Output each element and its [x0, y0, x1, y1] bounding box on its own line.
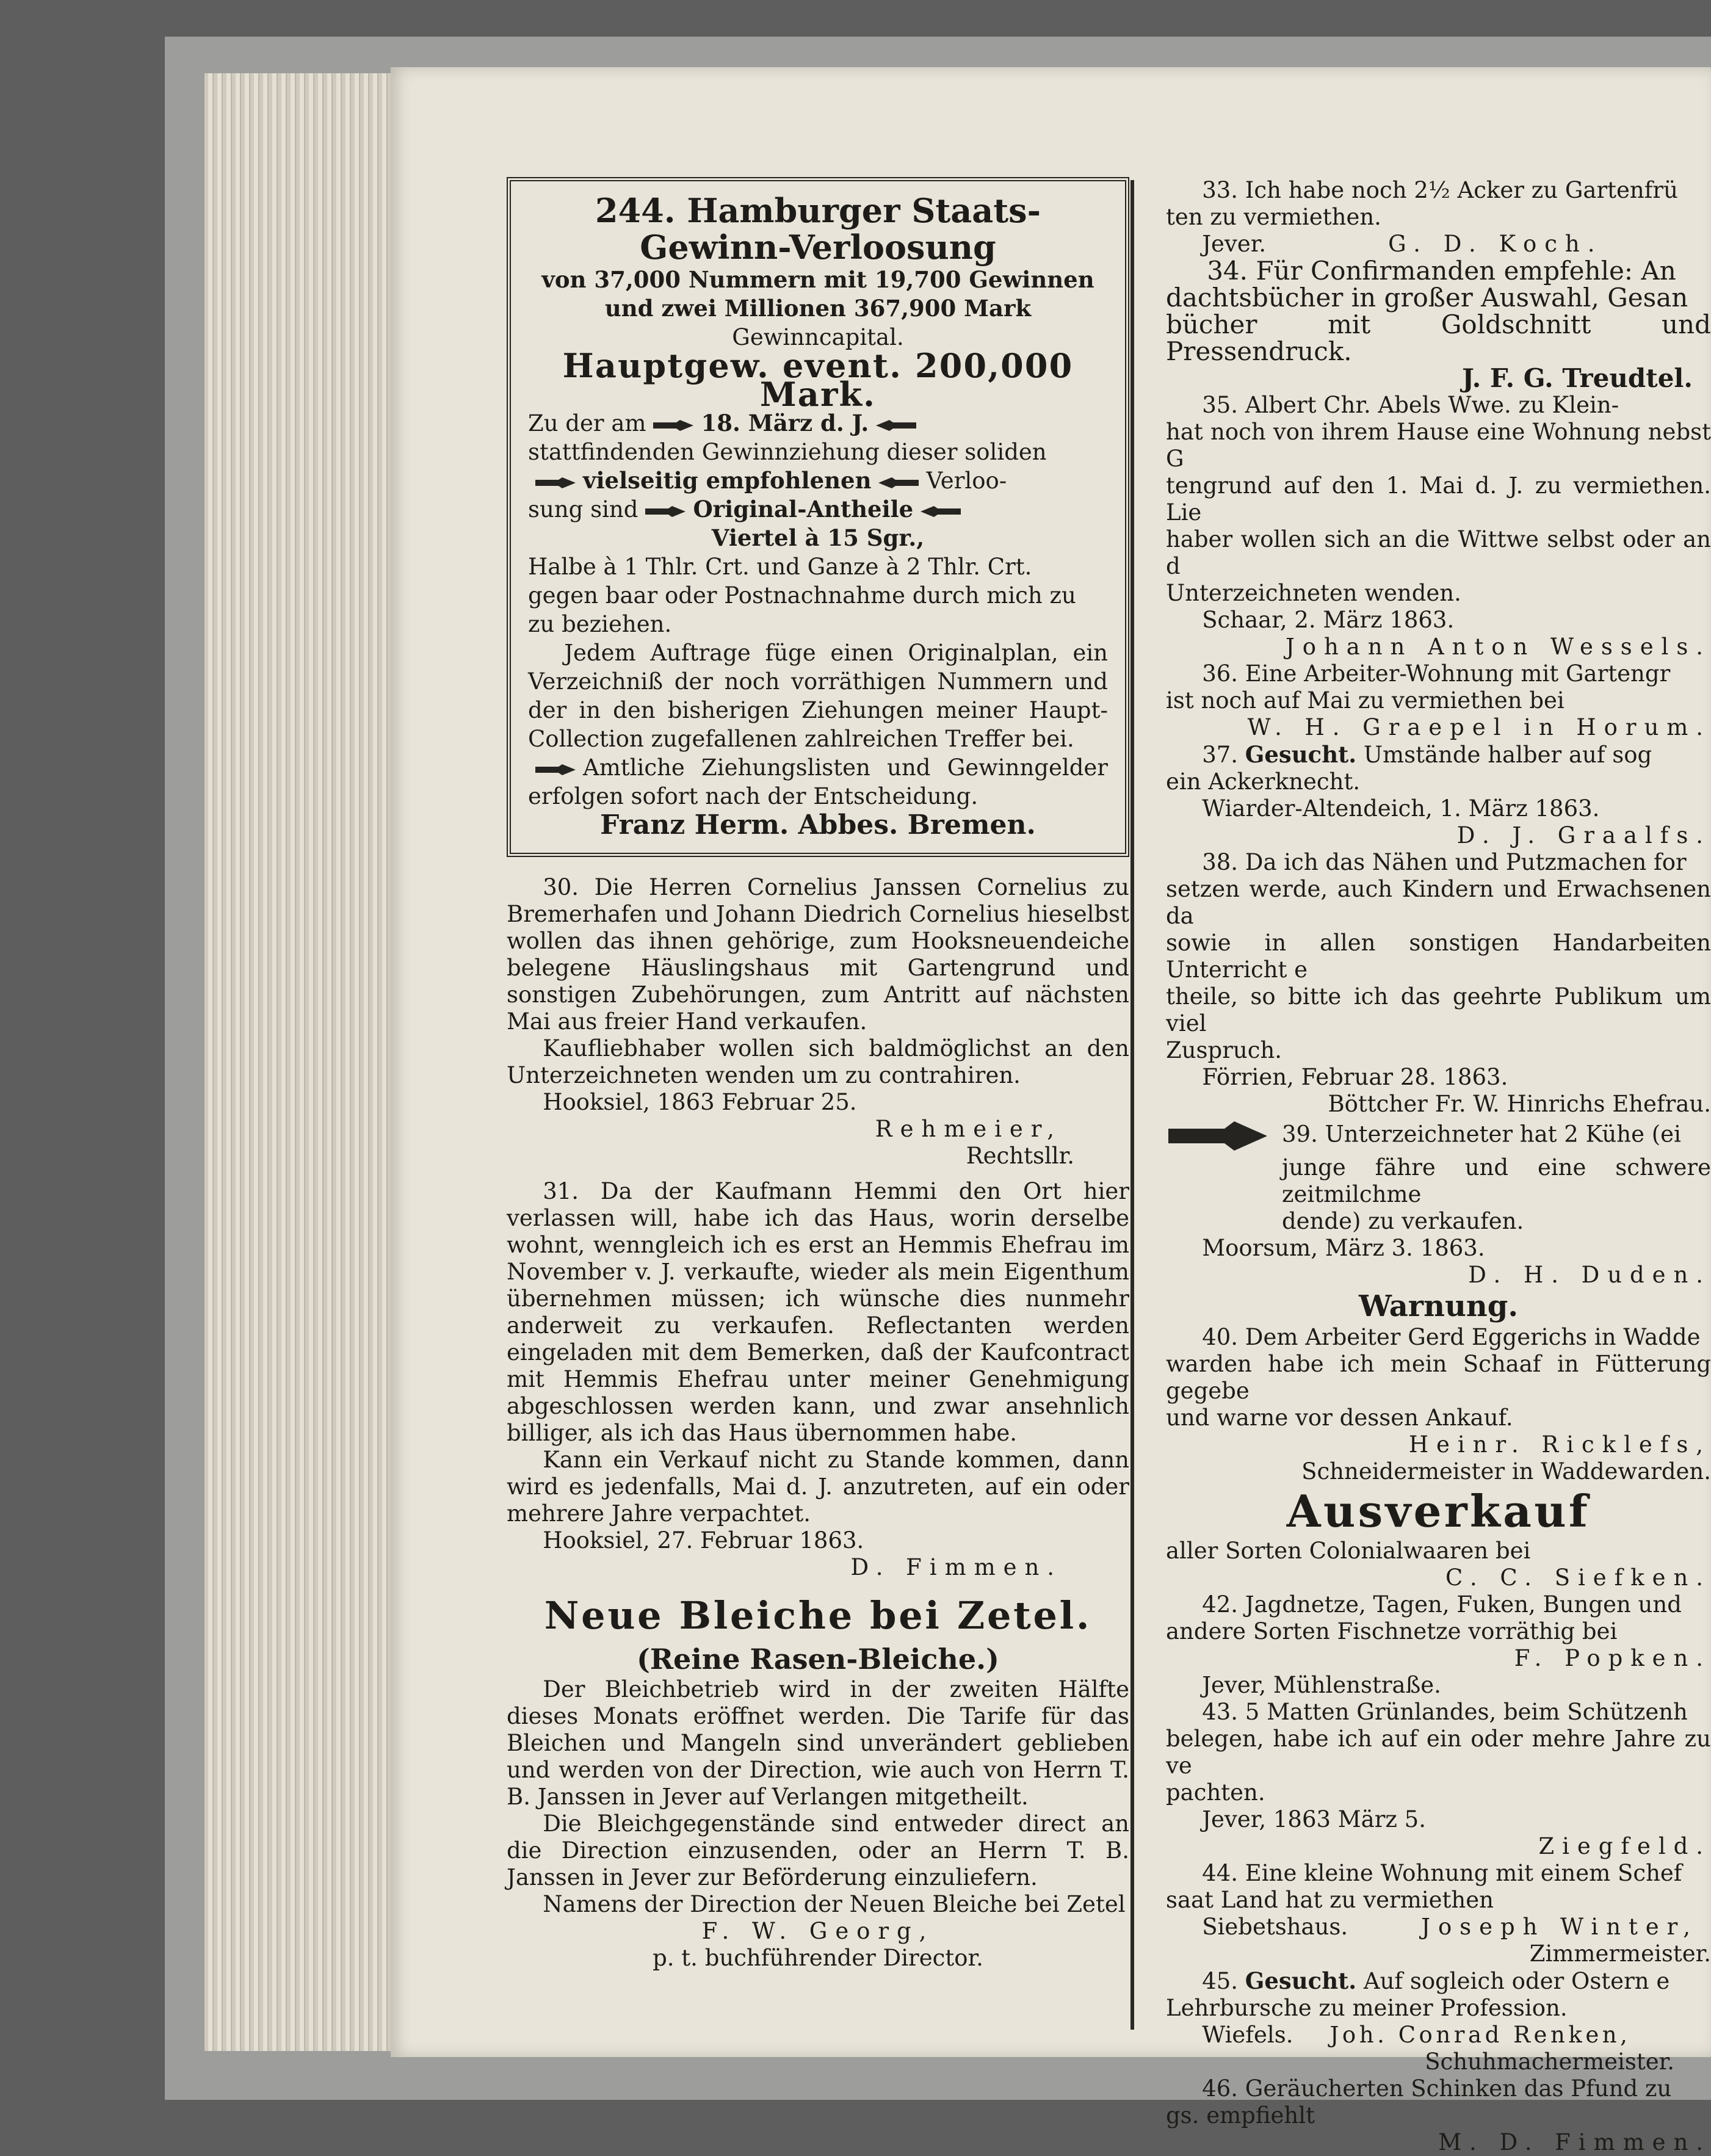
lottery-title-line: 244. Hamburger Staats- [595, 191, 1041, 230]
lottery-line: Viertel à 15 Sgr., [711, 524, 925, 551]
pointing-hand-icon [534, 763, 577, 776]
advert-34: 34. Für Confirmanden empfehle: An [1207, 256, 1676, 286]
advert-40-signature: Heinr. Ricklefs, [1408, 1431, 1711, 1458]
lottery-title: Gewinn-Verloosung [640, 228, 996, 267]
advert-43-signature: Ziegfeld. [1538, 1833, 1711, 1859]
lottery-main-prize: Hauptgew. event. 200,000 Mark. [562, 346, 1074, 414]
advert-46-signature: M. D. Fimmen. [1438, 2129, 1711, 2155]
advert-30-title: Rechtsllr. [966, 1143, 1074, 1169]
pointing-hand-icon [1166, 1118, 1270, 1154]
lottery-paragraph: Amtliche Ziehungslisten und Gewinngelder erfolgen sofort nach der Entscheidung. [528, 754, 1108, 809]
advert-30-place: Hooksiel, 1863 Februar 25. [543, 1089, 857, 1115]
advert-42-signature: F. Popken. [1514, 1645, 1711, 1671]
advert-36-signature: W. H. Graepel in Horum. [1247, 714, 1711, 740]
advert-31-text: Kann ein Verkauf nicht zu Stande kommen, dann wird es jedenfalls, Mai d. J. anzutreten, auf ein oder mehrere Jahre verpachtet. [507, 1447, 1129, 1527]
lottery-paragraph: Jedem Auftrage füge einen Originalplan, ein Verzeichniß der noch vorräthigen Nummern und der in den bisherigen Ziehungen meiner Haupt-Collection zugefallenen zahlreichen Treffer bei. [528, 640, 1108, 752]
lottery-line: von 37,000 Nummern mit 19,700 Gewinnen [541, 266, 1094, 293]
advert-45-place: Wiefels. Joh. Conrad Renken, [1202, 2022, 1631, 2048]
pointing-hand-left-icon [875, 419, 917, 432]
advert-31-place: Hooksiel, 27. Februar 1863. [543, 1527, 864, 1554]
bleiche-subtitle: (Reine Rasen-Bleiche.) [637, 1643, 999, 1676]
advert-30-signature: Rehmeier, [875, 1116, 1062, 1142]
advert-34-signature: J. F. G. Treudtel. [1462, 363, 1693, 393]
advert-37-signature: D. J. Graalfs. [1456, 822, 1711, 848]
lottery-line: Halbe à 1 Thlr. Crt. und Ganze à 2 Thlr. Crt. [528, 554, 1032, 580]
bleiche-paragraph: Namens der Direction der Neuen Bleiche bei Zetel [543, 1891, 1126, 1917]
sought-heading: Gesucht. [1245, 1967, 1357, 1994]
advert-40: 40. Dem Arbeiter Gerd Eggerichs in Wadde [1202, 1324, 1701, 1350]
advert-44: 44. Eine kleine Wohnung mit einem Schef [1202, 1860, 1682, 1886]
advert-38-signature: Böttcher Fr. W. Hinrichs Ehefrau. [1328, 1091, 1711, 1117]
newspaper-page [391, 67, 1711, 2155]
advert-33: 33. Ich habe noch 2½ Acker zu Gartenfrü [1202, 177, 1678, 203]
advert-31: 31. Da der Kaufmann Hemmi den Ort hier verlassen will, habe ich das Haus, worin derselbe wohnt, wenngleich ich es erst an Hemmis Ehefrau im November v. J. verkaufte, wieder als mein Eigenthum übernehmen müssen; ich wünsche dies nunmehr anderweit zu verkaufen. Reflectanten werden eingeladen mit dem Bemerken, daß der Kaufcontract mit Hemmis Ehefrau unter meiner Genehmigung abgeschlossen werden kann, und zwar ansehnlich billiger, als ich das Haus übernommen habe. [507, 1178, 1129, 1446]
advert-37: 37. Gesucht. Umstände halber auf sog [1202, 741, 1652, 768]
warning-heading: Warnung. [1358, 1289, 1519, 1323]
advert-45: 45. Gesucht. Auf sogleich oder Ostern e [1202, 1967, 1670, 1994]
lottery-line: vielseitig empfohlenen Verloo- [528, 466, 1108, 495]
sought-heading: Gesucht. [1245, 741, 1357, 768]
advert-43: 43. 5 Matten Grünlandes, beim Schützenh [1202, 1699, 1688, 1725]
advert-44-place: Siebetshaus. Joseph Winter, [1202, 1914, 1698, 1940]
lottery-line: Zu der am 18. März d. J. [528, 409, 1108, 438]
pointing-hand-icon [534, 476, 577, 490]
right-column: 33. Ich habe noch 2½ Acker zu Gartenfrü ten zu vermiethen. Jever. G. D. Koch. 34. Für Confirmanden empfehle: An dachtsbücher in großer Auswahl, Gesan bücher mit Goldschnitt und Pressendruck. J. F. G. Treudtel. 35. Albert Chr. Abels Wwe. zu Klein- hat noch von ihrem Hause eine Wohnung nebst G tengrund auf den 1. Mai d. J. zu vermiethen. Lie haber wollen sich an die Wittwe selbst oder an d Unterzeichneten wenden. Schaar, 2. März 1863. Johann Anton Wessels. 36. Eine Arbeiter-Wohnung mit Gartengr ist noch auf Mai zu vermiethen bei W. H. Graepel in Horum. 37. Gesucht. Umstände halber auf sog ein Ackerknecht. Wiarder-Altendeich, 1. März 1863. D. J. Graalfs. 38. Da ich das Nähen und Putzmachen for setzen werde, auch Kindern und Erwachsenen da sowie in allen sonstigen Handarbeiten Unterricht e theile, so bitte ich das geehrte Publikum um viel Zuspruch. Förrien, Februar 28. 1863. Böttcher Fr. W. Hinrichs Ehefrau. 39. Unterzeichneter hat 2 Kühe (ei junge fähre und eine schwere zeitmilchme dende) zu verkaufen. Moorsum, März 3. 1863. D. H. Duden. Warnung. 40. Dem Arbeiter Gerd Eggerichs in Wadde warden habe ich mein Schaaf in Fütterung gegebe und warne vor dessen Ankauf. Heinr. Ricklefs, Schneidermeister in Waddewarden. Ausverkauf aller Sorten Colonialwaaren bei C. C. Siefken. 42. Jagdnetze, Tagen, Fuken, Bungen und andere Sorten Fischnetze vorräthig bei F. Popken. Jever, Mühlenstraße. 43. 5 Matten Grünlandes, beim Schützenh belegen, habe ich auf ein oder mehre Jahre zu ve pachten. Jever, 1863 März 5. Ziegfeld. 44. Eine kleine Wohnung mit einem Schef saat Land hat zu vermiethen Siebetshaus. Joseph Winter, Zimmermeister. 45. Gesucht. Auf sogleich oder Ostern e Lehrbursche zu meiner Profession. Wiefels. Joh. Conrad Renken, Schuhmachermeister. 46. Geräucherten Schinken das Pfund zu gs. empfiehlt M. D. Fimmen. [1166, 177, 1711, 2155]
advert-42: 42. Jagdnetze, Tagen, Fuken, Bungen und [1202, 1591, 1682, 1618]
advert-39: 39. Unterzeichneter hat 2 Kühe (ei [1166, 1118, 1711, 1154]
sale-heading: Ausverkauf [1286, 1485, 1591, 1537]
bleiche-signature: F. W. Georg, [701, 1918, 935, 1944]
advert-38: 38. Da ich das Nähen und Putzmachen for [1202, 849, 1687, 875]
pointing-hand-left-icon [919, 505, 962, 518]
pointing-hand-left-icon [877, 476, 920, 490]
column-rule [1130, 180, 1134, 2030]
page-stack-edge [204, 73, 406, 2051]
lottery-advert [507, 177, 1129, 857]
sale-signature: C. C. Siefken. [1445, 1565, 1711, 1591]
left-column [507, 177, 1129, 1972]
advert-33-place: Jever. G. D. Koch. [1202, 231, 1603, 257]
advert-46: 46. Geräucherten Schinken das Pfund zu [1202, 2075, 1672, 2102]
advert-31-signature: D. Fimmen. [850, 1554, 1062, 1580]
pointing-hand-icon [644, 505, 687, 518]
bleiche-paragraph: Der Bleichbetrieb wird in der zweiten Hälfte dieses Monats eröffnet werden. Die Tarife für das Bleichen und Mangeln sind unverändert geblieben und werden von der Direction, wie auch von Herrn T. B. Janssen in Jever auf Verlangen mitgetheilt. [507, 1676, 1129, 1810]
lottery-line: stattfindenden Gewinnziehung dieser soliden [528, 439, 1047, 465]
advert-30: 30. Die Herren Cornelius Janssen Cornelius zu Bremerhafen und Johann Diedrich Cornelius hieselbst wollen das ihnen gehörige, zum Hooksneuendeiche belegene Häuslingshaus mit Gartengrund und sonstigen Zubehörungen, zum Antritt auf nächsten Mai aus freier Hand verkaufen. [507, 874, 1129, 1035]
lottery-line: sung sind Original-Antheile [528, 495, 1108, 524]
bleiche-title: Neue Bleiche bei Zetel. [544, 1593, 1092, 1638]
bleiche-title-line: p. t. buchführender Director. [653, 1945, 983, 1971]
lottery-line: gegen baar oder Postnachnahme durch mich zu [528, 582, 1076, 609]
lottery-line: Gewinncapital. [732, 324, 904, 350]
advert-35-signature: Johann Anton Wessels. [1285, 634, 1711, 660]
advert-30-text: Kaufliebhaber wollen sich baldmöglichst an den Unterzeichneten wenden um zu contrahiren. [507, 1035, 1129, 1088]
lottery-line: und zwei Millionen 367,900 Mark [604, 295, 1032, 322]
lottery-signature: Franz Herm. Abbes. Bremen. [600, 809, 1036, 841]
advert-36: 36. Eine Arbeiter-Wohnung mit Gartengr [1202, 660, 1671, 687]
pointing-hand-icon [652, 419, 695, 432]
bleiche-paragraph: Die Bleichgegenstände sind entweder direct an die Direction einzusenden, oder an Herrn T. B. Janssen in Jever zur Beförderung einzuliefern. [507, 1811, 1129, 1890]
advert-35: 35. Albert Chr. Abels Wwe. zu Klein- [1202, 392, 1619, 418]
advert-39-signature: D. H. Duden. [1468, 1262, 1711, 1288]
sale-text: aller Sorten Colonialwaaren bei [1166, 1538, 1531, 1564]
lottery-line: zu beziehen. [528, 611, 672, 637]
